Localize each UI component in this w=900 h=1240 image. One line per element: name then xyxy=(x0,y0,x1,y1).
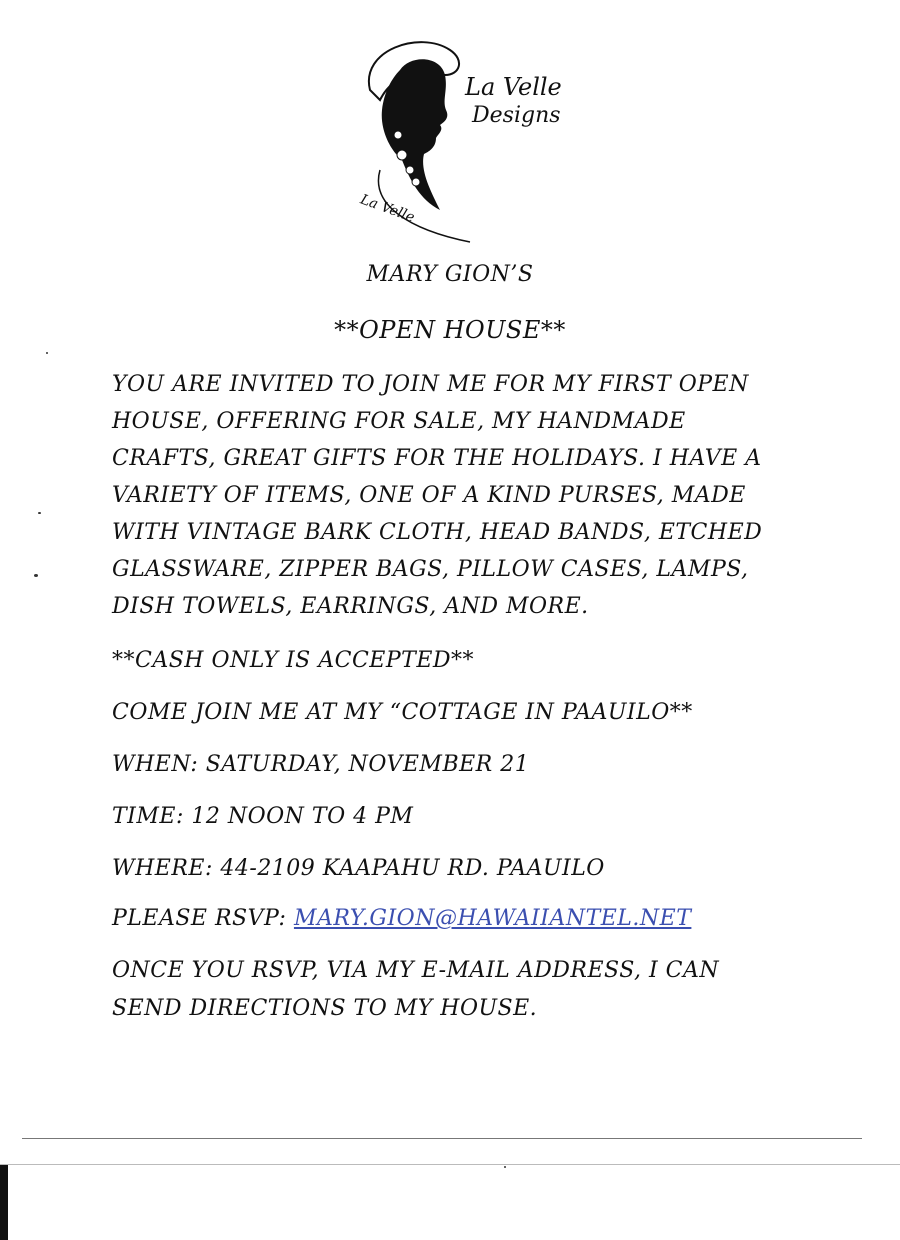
paragraph-line: HOUSE, OFFERING FOR SALE, MY HANDMADE xyxy=(112,409,686,434)
host-name: MARY GION’S xyxy=(366,262,534,287)
paragraph-line: VARIETY OF ITEMS, ONE OF A KIND PURSES, MADE xyxy=(112,483,746,508)
scan-edge-shadow xyxy=(0,1165,8,1240)
scan-speck xyxy=(38,512,41,514)
location-invite: COME JOIN ME AT MY “COTTAGE IN PAAUILO** xyxy=(112,700,693,725)
event-time: TIME: 12 NOON TO 4 PM xyxy=(112,804,414,829)
closing-line: SEND DIRECTIONS TO MY HOUSE. xyxy=(112,996,538,1021)
woman-silhouette-icon xyxy=(382,59,448,210)
rsvp-email-link[interactable]: MARY.GION@HAWAIIANTEL.NET xyxy=(293,906,692,931)
rsvp-label: PLEASE RSVP: xyxy=(112,906,294,931)
event-where: WHERE: 44-2109 KAAPAHU RD. PAAUILO xyxy=(112,856,605,881)
paragraph-line: DISH TOWELS, EARRINGS, AND MORE. xyxy=(112,594,589,619)
paragraph-line: YOU ARE INVITED TO JOIN ME FOR MY FIRST OPEN xyxy=(112,372,749,397)
brand-line2: Designs xyxy=(472,103,561,128)
paragraph-line: CRAFTS, GREAT GIFTS FOR THE HOLIDAYS. I HAVE A xyxy=(112,446,762,471)
scan-speck xyxy=(34,574,38,577)
closing-line: ONCE YOU RSVP, VIA MY E-MAIL ADDRESS, I CAN xyxy=(112,958,720,983)
rsvp-line xyxy=(112,906,691,931)
lavelle-logo xyxy=(340,30,580,250)
page-divider xyxy=(22,1138,862,1139)
event-title: **OPEN HOUSE** xyxy=(334,316,566,344)
scan-speck xyxy=(46,352,48,354)
cash-note: **CASH ONLY IS ACCEPTED** xyxy=(112,648,475,673)
event-when: WHEN: SATURDAY, NOVEMBER 21 xyxy=(112,752,530,777)
paragraph-line: WITH VINTAGE BARK CLOTH, HEAD BANDS, ETCHED xyxy=(112,520,763,545)
scan-edge-line xyxy=(0,1164,900,1165)
brand-line1: La Velle xyxy=(465,73,562,101)
paragraph-line: GLASSWARE, ZIPPER BAGS, PILLOW CASES, LAMPS, xyxy=(112,557,749,582)
brand-signature: La Velle xyxy=(358,191,417,226)
scan-speck xyxy=(504,1166,506,1168)
